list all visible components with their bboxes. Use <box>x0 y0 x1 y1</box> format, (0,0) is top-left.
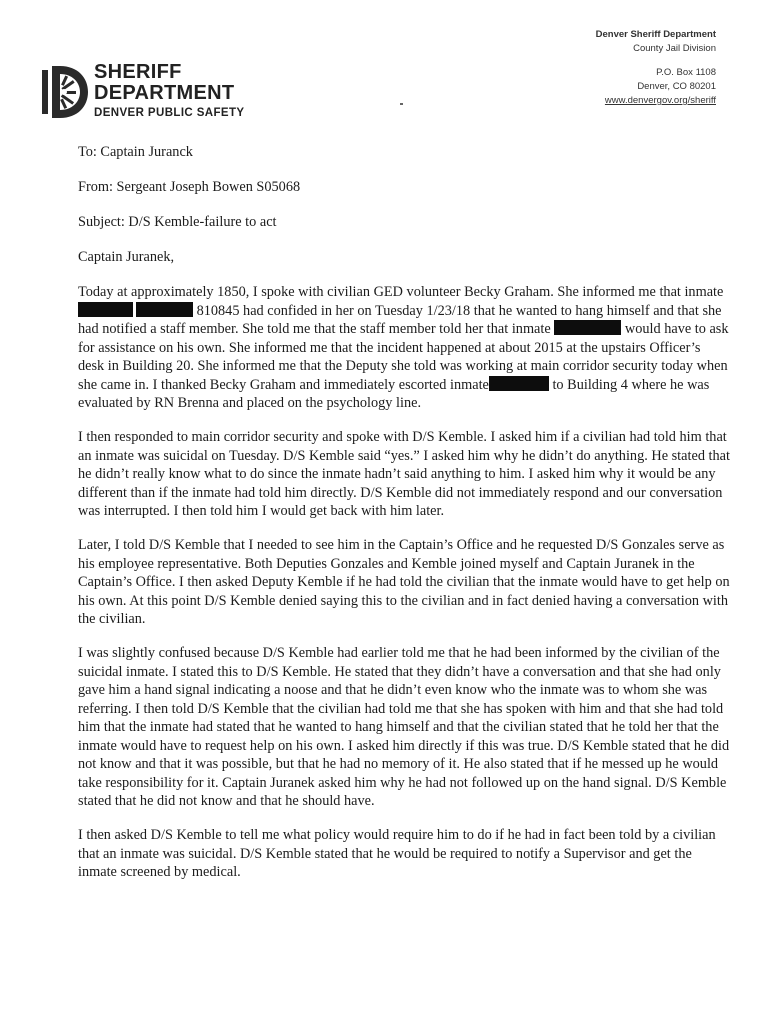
paragraph-4: I was slightly confused because D/S Kemble had earlier told me that he had been informed by the civilian of the suicidal inmate. I stated this to D/S Kemble. He stated that they didn’t have a conversation and that she had only gave him a hand signal indicating a noose and that he didn’t even know who the inmate was to whom she was referring. I then told D/S Kemble that the civilian had told me that she has spoken with him and that she had told him that the inmate had stated that he wanted to hang himself and that the civilian stated that he told her that the inmate would have to request help on his own. I asked him directly if this was true. D/S Kemble stated that he did not know and that it was possible, but that he had no memory of it. He also stated that if he messed up he would take responsibility for it. Captain Juranek asked him why he had not followed up on the hand signal. D/S Kemble stated that he did not know and that he should have. <box>78 645 730 809</box>
memo-from: From: Sergeant Joseph Bowen S05068 <box>78 179 301 195</box>
logo-line-denver-public-safety: DENVER PUBLIC SAFETY <box>94 107 245 119</box>
city-state-zip: Denver, CO 80201 <box>637 81 716 92</box>
division-name: County Jail Division <box>633 43 716 54</box>
memo-subject: Subject: D/S Kemble-failure to act <box>78 214 277 230</box>
sheriff-sunburst-d-icon <box>42 64 90 120</box>
paragraph-1-part-3: would have to ask for assistance on his own. She informed me that the incident happened at about 2015 at the upstairs Officer’s desk in Building 20. She informed me that the Deputy she told was working at main corridor security today when she came in. I thanked Becky Graham and immediately escorted inmate <box>78 321 729 393</box>
redaction-block <box>554 320 621 335</box>
paragraph-1-part-1: Today at approximately 1850, I spoke with civilian GED volunteer Becky Graham. She informed me that inmate <box>78 284 724 300</box>
logo-wordmark <box>94 62 245 121</box>
paragraph-5: I then asked D/S Kemble to tell me what policy would require him to do if he had in fact been told by a civilian that an inmate was suicidal. D/S Kemble stated that he would be required to notify a Supervisor and get the inmate screened by medical. <box>78 827 716 880</box>
redaction-block <box>136 302 193 317</box>
paragraph-1-part-4: to Building 4 where he was evaluated by RN Brenna and placed on the psychology line. <box>78 376 710 411</box>
sheriff-logo <box>42 62 322 122</box>
website-link[interactable]: www.denvergov.org/sheriff <box>604 95 716 106</box>
redaction-block <box>489 376 549 391</box>
memo-salutation: Captain Juranek, <box>78 249 175 265</box>
address-spacer <box>596 56 716 66</box>
paragraph-1-part-2: 810845 had confided in her on Tuesday 1/23/18 that he wanted to hang himself and that she had notified a staff member. She told me that the staff member told her that inmate <box>78 302 722 337</box>
memo-body <box>78 143 730 897</box>
paragraph-3: Later, I told D/S Kemble that I needed to see him in the Captain’s Office and he requested D/S Gonzales serve as his employee representative. Both Deputies Gonzales and Kemble joined myself and Captain Juranek in the Captain’s Office. I then asked Deputy Kemble if he had told the civilian that the inmate would have to get help on his own. At this point D/S Kemble denied saying this to the civilian and in fact denied having a conversation with the civilian. <box>78 537 730 627</box>
po-box: P.O. Box 1108 <box>656 67 716 78</box>
department-name: Denver Sheriff Department <box>595 29 716 40</box>
memo-to: To: Captain Juranck <box>78 144 193 160</box>
scan-speck <box>400 103 403 105</box>
department-address-block <box>596 28 716 108</box>
logo-line-department: DEPARTMENT <box>94 82 235 104</box>
logo-line-sheriff: SHERIFF <box>94 61 182 83</box>
paragraph-1 <box>78 283 730 413</box>
redaction-block <box>78 302 133 317</box>
paragraph-2: I then responded to main corridor security and spoke with D/S Kemble. I asked him if a civilian had told him that an inmate was suicidal on Tuesday. D/S Kemble said “yes.” I asked him why he didn’t do anything. He stated that he didn’t really know what to do since the inmate hadn’t said anything to him. I asked him why it would be any different than if the inmate had told him directly. D/S Kemble did not immediately respond and our conversation was interrupted. I then told him I would get back with him later. <box>78 429 730 519</box>
